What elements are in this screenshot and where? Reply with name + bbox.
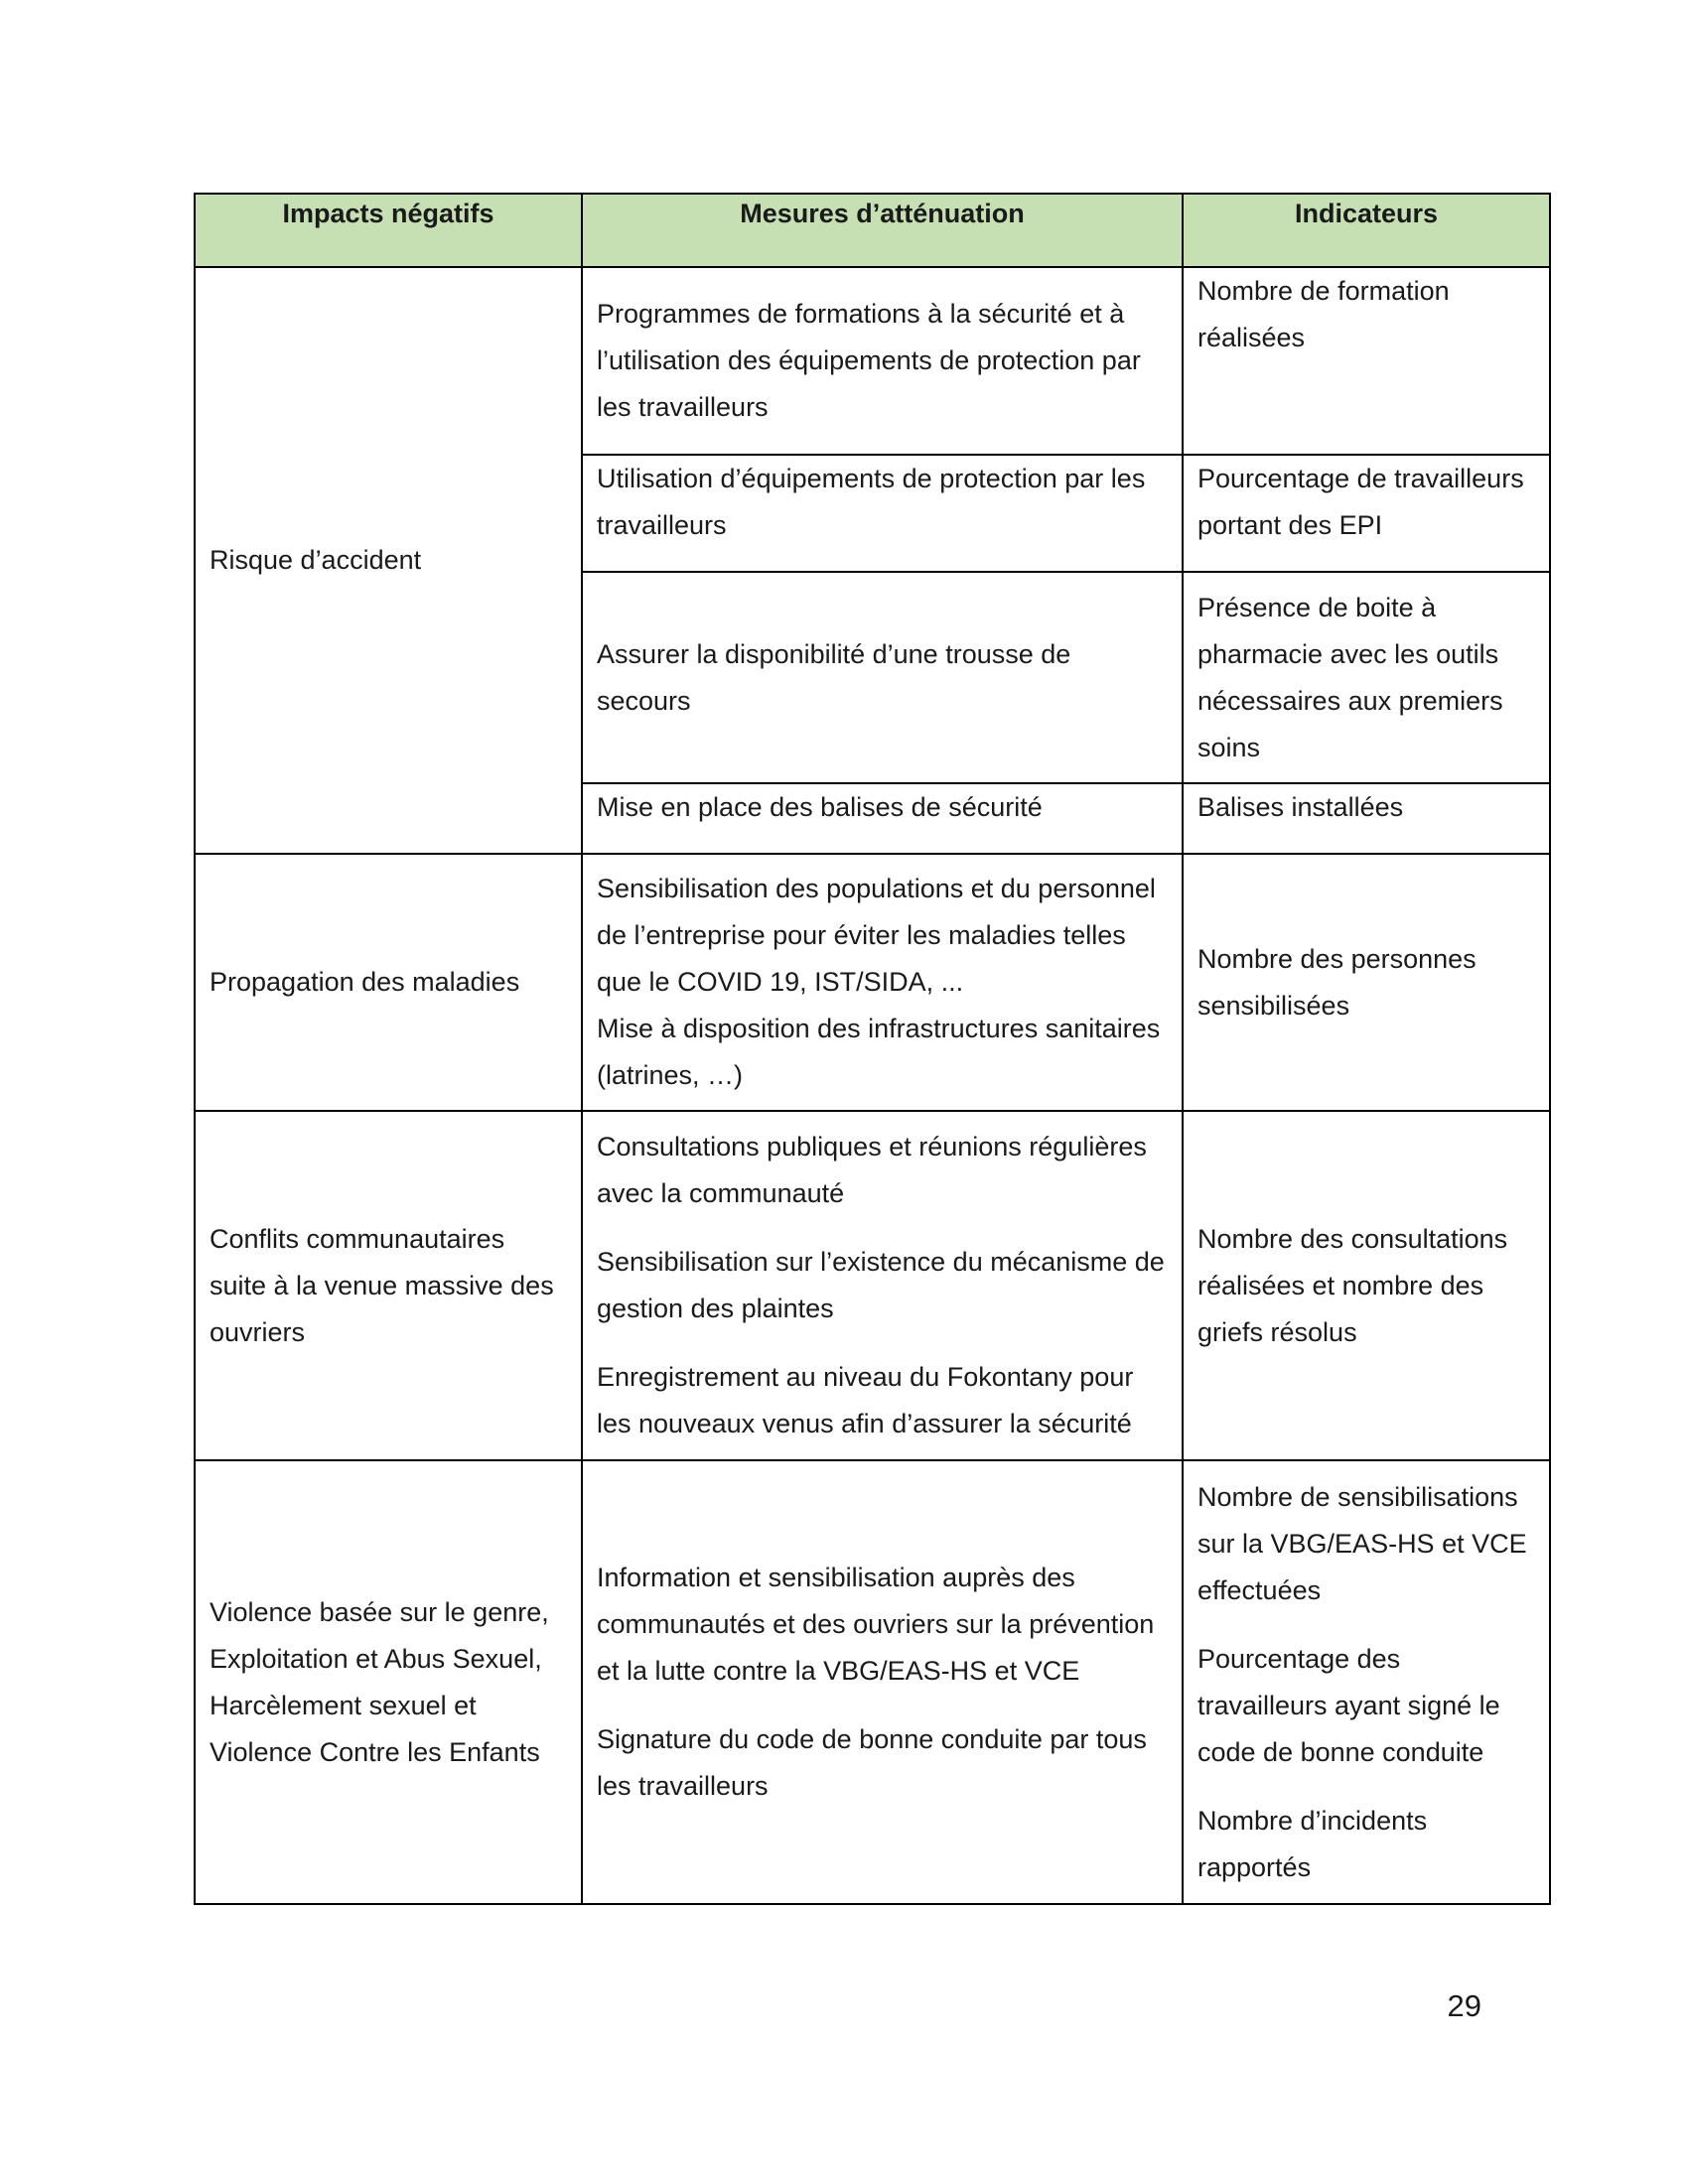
measure-cell: [582, 1111, 1183, 1460]
indicator-text: Nombre de formation réalisées: [1197, 276, 1450, 352]
impact-cell: Propagation des maladies: [195, 854, 582, 1111]
indicator-text: Nombre des consultations réalisées et nombre des griefs résolus: [1197, 1223, 1508, 1347]
indicator-cell: [1183, 455, 1550, 572]
impact-cell: Risque d’accident: [195, 267, 582, 854]
measure-cell: [582, 267, 1183, 455]
measure-text: Mise à disposition des infrastructures sanitaires (latrines, …): [597, 1014, 1161, 1090]
measure-text: Sensibilisation des populations et du personnel de l’entreprise pour éviter les maladies telles que le COVID 19, IST/SIDA, ...: [597, 874, 1156, 997]
table-header-row: [195, 194, 1550, 267]
indicator-text: Pourcentage des travailleurs ayant signé le code de bonne conduite: [1197, 1643, 1500, 1767]
measure-text: Utilisation d’équipements de protection par les travailleurs: [597, 464, 1146, 540]
indicator-text: Nombre des personnes sensibilisées: [1197, 943, 1477, 1021]
impact-cell: Conflits communautaires suite à la venue massive des ouvriers: [195, 1111, 582, 1460]
measure-text: Information et sensibilisation auprès des communautés et des ouvriers sur la prévention et la lutte contre la VBG/EAS-HS et VCE: [597, 1563, 1155, 1686]
table-row: [195, 1460, 1550, 1904]
table-row: [195, 854, 1550, 1111]
indicator-text: Pourcentage de travailleurs portant des EPI: [1197, 464, 1524, 540]
indicator-cell: [1183, 1460, 1550, 1904]
measure-cell: [582, 783, 1183, 854]
indicator-text: Nombre d’incidents rapportés: [1197, 1805, 1428, 1882]
measure-cell: [582, 572, 1183, 783]
indicator-cell: [1183, 783, 1550, 854]
indicator-text: Nombre de sensibilisations sur la VBG/EAS-HS et VCE effectuées: [1197, 1481, 1527, 1605]
header-indicators: Indicateurs: [1183, 194, 1550, 267]
measure-text: Assurer la disponibilité d’une trousse de secours: [597, 638, 1071, 716]
impact-cell: Violence basée sur le genre, Exploitation et Abus Sexuel, Harcèlement sexuel et Violence Contre les Enfants: [195, 1460, 582, 1904]
indicator-text: Balises installées: [1197, 792, 1404, 822]
measure-text: Programmes de formations à la sécurité et à l’utilisation des équipements de protection par les travailleurs: [597, 299, 1141, 422]
indicator-cell: [1183, 572, 1550, 783]
header-impacts: Impacts négatifs: [195, 194, 582, 267]
measure-text: Signature du code de bonne conduite par tous les travailleurs: [597, 1724, 1147, 1801]
table-row: [195, 1111, 1550, 1460]
mitigation-table: [194, 193, 1551, 1905]
measure-cell: [582, 455, 1183, 572]
indicator-text: Présence de boite à pharmacie avec les outils nécessaires aux premiers soins: [1197, 592, 1503, 762]
measure-text: Mise en place des balises de sécurité: [597, 792, 1043, 822]
page-number: 29: [1447, 1988, 1481, 2023]
table-row: [195, 267, 1550, 455]
measure-text: Sensibilisation sur l’existence du mécanisme de gestion des plaintes: [597, 1247, 1165, 1323]
measure-cell: [582, 854, 1183, 1111]
indicator-cell: [1183, 854, 1550, 1111]
indicator-cell: [1183, 267, 1550, 455]
indicator-cell: [1183, 1111, 1550, 1460]
measure-cell: [582, 1460, 1183, 1904]
measure-text: Consultations publiques et réunions régulières avec la communauté: [597, 1132, 1147, 1208]
measure-text: Enregistrement au niveau du Fokontany pour les nouveaux venus afin d’assurer la sécurité: [597, 1362, 1134, 1438]
header-measures: Mesures d’atténuation: [582, 194, 1183, 267]
